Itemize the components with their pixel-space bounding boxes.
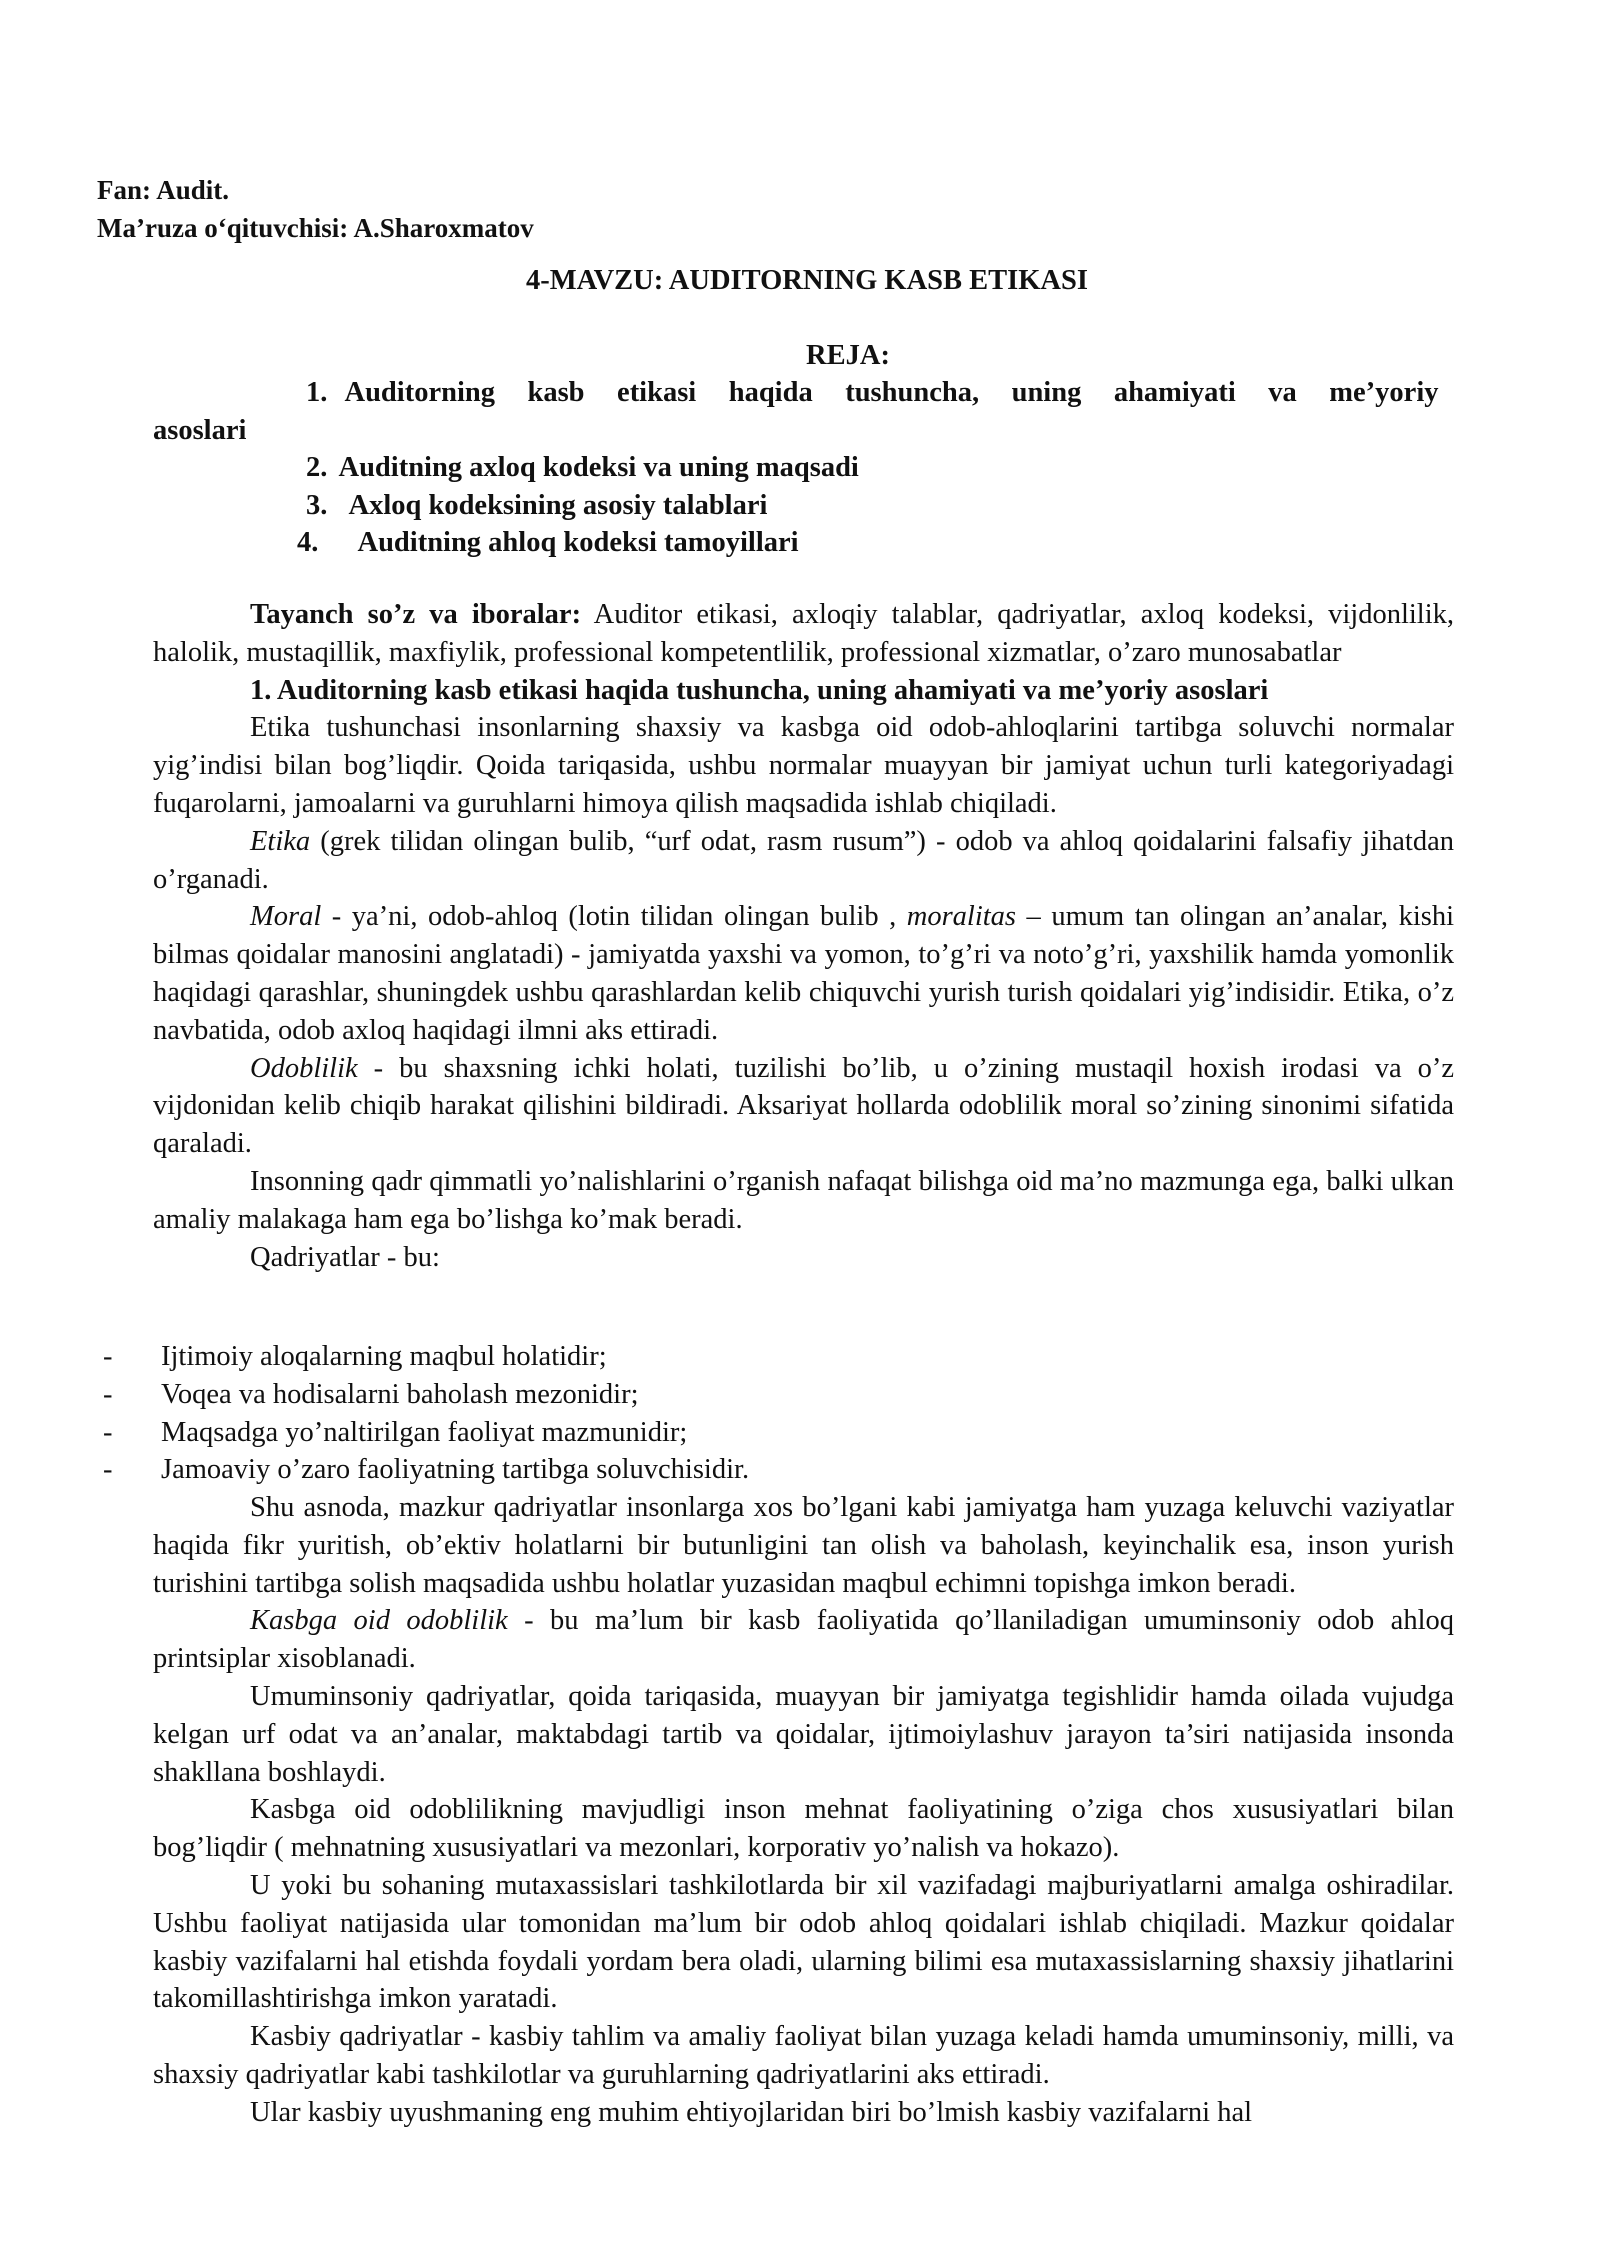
- section-1-title: 1. Auditorning kasb etikasi haqida tushuncha, uning ahamiyati va me’yoriy asoslari: [250, 674, 1269, 706]
- paragraph-professional-ethics: Kasbga oid odoblilik - bu ma’lum bir kasb faoliyatida qo’llaniladigan umuminsoniy odob ahloq printsiplar xisoblanadi.: [153, 1605, 1454, 1675]
- keywords-paragraph: [153, 596, 1454, 672]
- plan-item-1-continuation: asoslari: [153, 415, 247, 446]
- paragraph-etika-concept: Etika tushunchasi insonlarning shaxsiy va kasbga oid odob-ahloqlarini tartibga soluvchi normalar yig’indisi bilan bog’liqdir. Qoida tariqasida, ushbu normalar muayyan bir jamiyat uchun turli kategoriyadagi fuqarolarni, jamoalarni va guruhlarni himoya qilish maqsadida ishlab chiqiladi.: [153, 712, 1454, 819]
- term-moral: Moral: [250, 901, 322, 933]
- paragraph-moral-definition: Moral - ya’ni, odob-ahloq (lotin tilidan olingan bulib , moralitas – umum tan olingan an’analar, kishi bilmas qoidalar manosini anglatadi) - jamiyatda yaxshi va yomon, to’g’ri va noto’g’ri, yaxshilik hamda yomonlik haqidagi qarashlar, shuningdek ushbu qarashlardan kelib chiquvchi yurish turish qoidalari yig’indisidir. Etika, o’z navbatida, odob axloq haqidagi ilmni aks ettiradi.: [153, 901, 1454, 1046]
- paragraph-professional-ethics-features: Kasbga oid odoblilikning mavjudligi inson mehnat faoliyatining o’ziga chos xususiyatlari bilan bog’liqdir ( mehnatning xususiyatlari va mezonlari, korporativ yo’nalish va hokazo).: [153, 1794, 1454, 1864]
- paragraph-professional-association: Ular kasbiy uyushmaning eng muhim ehtiyojlaridan biri bo’lmish kasbiy vazifalarni hal: [250, 2096, 1253, 2128]
- main-text-continued: [153, 1489, 1454, 2132]
- plan-item-text: Auditning ahloq kodeksi tamoyillari: [357, 527, 799, 558]
- keywords-label: Tayanch so’z va iboralar:: [250, 599, 582, 630]
- lecturer-line: Ma’ruza o‘qituvchisi: A.Sharoxmatov: [97, 213, 534, 243]
- list-item: - Maqsadga yo’naltirilgan faoliyat mazmunidir;: [103, 1414, 749, 1452]
- main-text: [153, 596, 1454, 1276]
- plan-item-number: 4.: [297, 527, 319, 558]
- plan-item-text: Auditning axloq kodeksi va uning maqsadi: [338, 452, 859, 483]
- paragraph-values-study: Insonning qadr qimmatli yo’nalishlarini o’rganish nafaqat bilishga oid ma’no mazmunga ega, balki ulkan amaliy malakaga ham ega bo’lishga ko’mak beradi.: [153, 1165, 1454, 1235]
- bullet-dash: -: [103, 1454, 113, 1486]
- plan-title: REJA:: [806, 340, 890, 371]
- plan-item-number: 1.: [306, 377, 328, 408]
- list-item: - Ijtimoiy aloqalarning maqbul holatidir;: [103, 1338, 749, 1376]
- plan-item-1: [306, 374, 1454, 412]
- paragraph-values-role: Shu asnoda, mazkur qadriyatlar insonlarga xos bo’lgani kabi jamiyatga ham yuzaga keluvchi vaziyatlar haqida fikr yuritish, ob’ektiv holatlarni bir butunligini tan olish va baholash, keyinchalik esa, inson yurish turishini tartibga solish maqsadida ushbu holatlar yuzasidan maqbul echimni topishga imkon beradi.: [153, 1492, 1454, 1599]
- paragraph-odoblilik-definition: Odoblilik - bu shaxsning ichki holati, tuzilishi bo’lib, u o’zining mustaqil hoxish irodasi va o’z vijdonidan kelib chiqib harakat qilishini bildiradi. Aksariyat hollarda odoblilik moral so’zining sinonimi sifatida qaraladi.: [153, 1052, 1454, 1160]
- term-moralitas: moralitas: [906, 901, 1017, 933]
- plan-item-4: [297, 524, 799, 562]
- term-kasbga-oid-odoblilik: Kasbga oid odoblilik: [250, 1605, 508, 1637]
- bullet-dash: -: [103, 1416, 113, 1448]
- paragraph-universal-values: Umuminsoniy qadriyatlar, qoida tariqasida, muayyan bir jamiyatga tegishlidir hamda oilada vujudga kelgan urf odat va an’analar, maktabdagi tartib va qoidalar, ijtimoiylashuv jarayon ta’siri natijasida insonda shakllana boshlaydi.: [153, 1680, 1454, 1788]
- paragraph-etika-definition: Etika (grek tilidan olingan bulib, “urf odat, rasm rusum”) - odob va ahloq qoidalarini falsafiy jihatdan o’rganadi.: [153, 825, 1454, 895]
- plan-item-2: [306, 449, 859, 487]
- term-odoblilik: Odoblilik: [250, 1052, 358, 1084]
- subject-line: Fan: Audit.: [97, 175, 230, 205]
- list-item: - Jamoaviy o’zaro faoliyatning tartibga soluvchisidir.: [103, 1451, 749, 1489]
- plan-item-text: Auditorning kasb etikasi haqida tushuncha, uning ahamiyati va me’yoriy: [344, 377, 1439, 408]
- plan-item-text: Axloq kodeksining asosiy talablari: [348, 490, 768, 521]
- paragraph-professional-values: Kasbiy qadriyatlar - kasbiy tahlim va amaliy faoliyat bilan yuzaga keladi hamda umuminsoniy, milli, va shaxsiy qadriyatlar kabi tashkilotlar va guruhlarning qadriyatlarini aks ettiradi.: [153, 2021, 1454, 2090]
- topic-title: 4-MAVZU: AUDITORNING KASB ETIKASI: [526, 265, 1088, 296]
- bullet-dash: -: [103, 1341, 113, 1372]
- list-item: - Voqea va hodisalarni baholash mezonidir;: [103, 1376, 749, 1414]
- plan-item-3: [306, 487, 767, 525]
- plan-item-number: 3.: [306, 490, 328, 521]
- values-list: [103, 1338, 749, 1489]
- keywords-text: Auditor etikasi, axloqiy talablar, qadriyatlar, axloq kodeksi, vijdonlilik, halolik, mustaqillik, maxfiylik, professional kompetentlilik, professional xizmatlar, o’zaro munosabatlar: [153, 599, 1454, 668]
- term-etika: Etika: [250, 825, 311, 857]
- paragraph-values-intro: Qadriyatlar - bu:: [250, 1241, 440, 1273]
- plan-item-number: 2.: [306, 452, 328, 483]
- paragraph-specialists: U yoki bu sohaning mutaxassislari tashkilotlarda bir xil vazifadagi majburiyatlarni amalga oshiradilar. Ushbu faoliyat natijasida ular tomonidan ma’lum bir odob ahloq qoidalari ishlab chiqiladi. Mazkur qoidalar kasbiy vazifalarni hal etishda foydali yordam bera oladi, ularning bilimi esa mutaxassislarning shaxsiy jihatlarini takomillashtirishga imkon yaratadi.: [153, 1869, 1454, 2015]
- bullet-dash: -: [103, 1378, 113, 1410]
